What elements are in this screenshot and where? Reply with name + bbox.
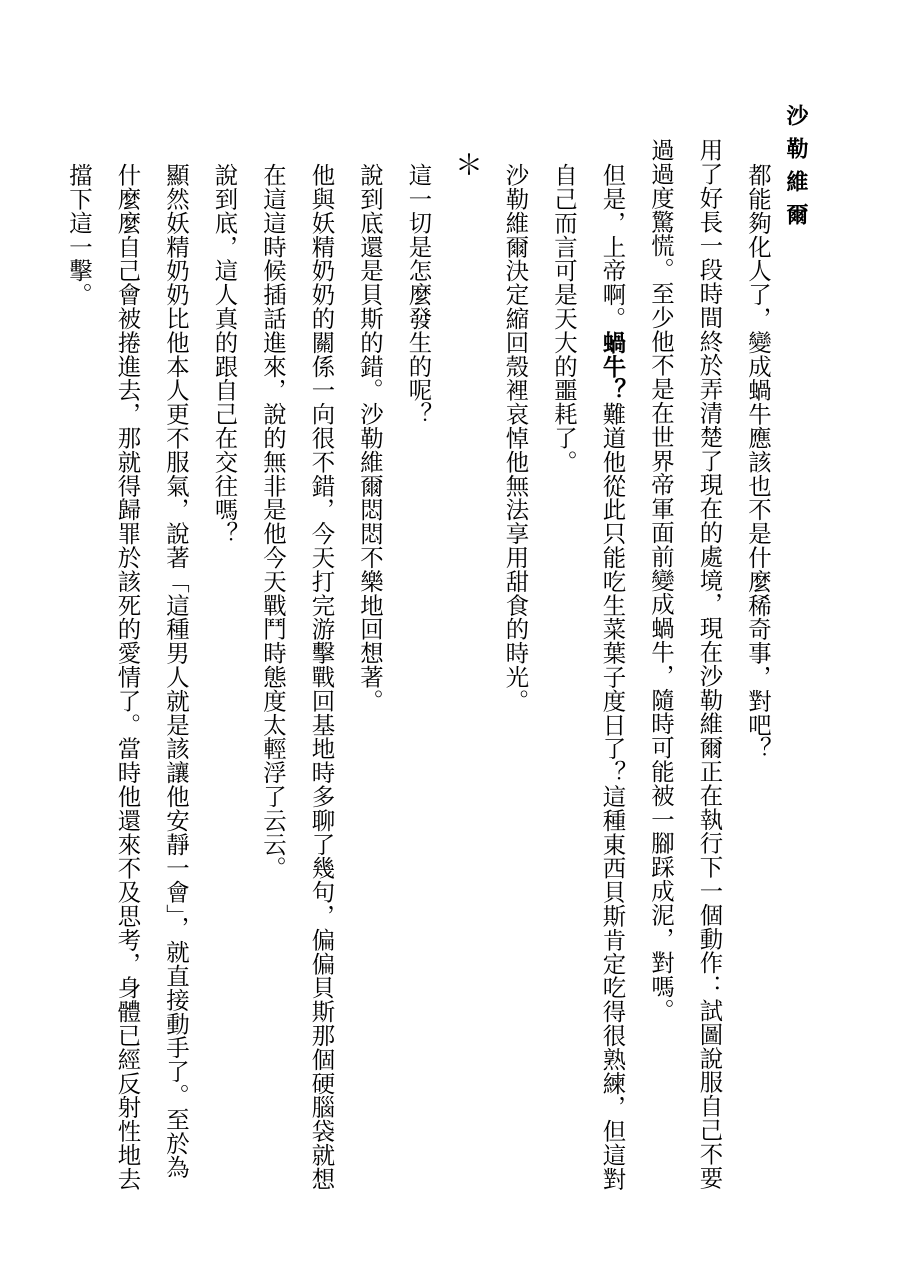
paragraph	[540, 138, 637, 1198]
paragraph: 說到底還是貝斯的錯。沙勒維爾悶悶不樂地回想著。	[356, 163, 384, 713]
chapter-title: 沙勒維爾	[783, 104, 809, 236]
paragraph: 顯然妖精奶奶比他本人更不服氣，說著「這種男人就是該讓他安靜一會」，就直接動手了。至於為什麼麼自己會被捲進去，那就得歸罪於該死的愛情了。當時他還來不及思考，身體已經反射性地去擋下這一擊。	[65, 163, 190, 1191]
body-text	[65, 138, 782, 1198]
paragraph: 都能夠化人了，變成蝸牛應該也不是什麼稀奇事，對吧？	[744, 163, 772, 761]
paragraph: 說到底，這人真的跟自己在交往嗎？	[210, 163, 239, 546]
paragraph-text: 難道他從此只能吃生菜葉子度日了？這種東西貝斯肯定吃得很熟練，但這對自己而言可是天大的噩耗了。	[550, 163, 627, 1191]
paragraph: 沙勒維爾決定縮回殼裡哀悼他無法享用甜食的時光。	[501, 163, 530, 713]
paragraph: 這一切是怎麼發生的呢？	[404, 163, 433, 426]
section-separator: ＊	[451, 150, 484, 179]
paragraph: 他與妖精奶奶的關係一向很不錯，今天打完游擊戰回基地時多聊了幾句，偏偏貝斯那個硬腦袋就想在這這時候插話進來，說的無非是他今天戰鬥時態度太輕浮了云云。	[259, 163, 336, 1191]
paragraph-text: 但是，上帝啊。	[598, 163, 627, 331]
emphasized-text: 蝸牛？	[598, 330, 627, 403]
paragraph: 用了好長一段時間終於弄清楚了現在的處境，現在沙勒維爾正在執行下一個動作：試圖說服自己不要過過度驚慌。至少他不是在世界帝軍面前變成蝸牛，隨時可能被一腳踩成泥，對嗎。	[647, 138, 724, 1190]
